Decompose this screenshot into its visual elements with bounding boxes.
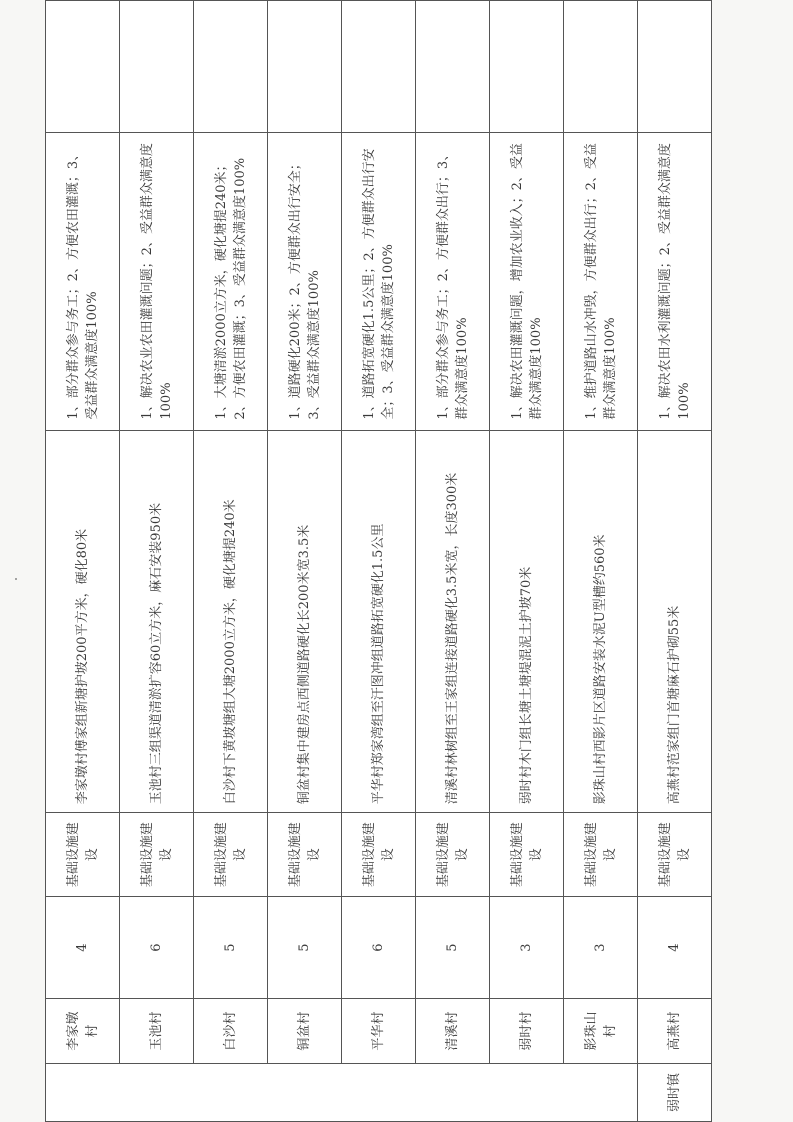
content-cell: 影珠山村西影片区道路安装水泥U型槽约560米 xyxy=(564,430,638,813)
count-cell: 3 xyxy=(490,897,564,999)
village-cell: 高燕村 xyxy=(638,999,712,1064)
category-cell: 基础设施建设 xyxy=(342,813,416,897)
benefit-cell: 1、道路硬化200米；2、方便群众出行安全；3、受益群众满意度100% xyxy=(268,132,342,430)
table-row xyxy=(342,1,416,1122)
count-cell: 6 xyxy=(120,897,194,999)
blank-cell xyxy=(564,1,638,133)
count-cell: 5 xyxy=(416,897,490,999)
category-cell: 基础设施建设 xyxy=(416,813,490,897)
content-cell: 清溪村林树组至王家组连接道路硬化3.5米宽，长度300米 xyxy=(416,430,490,813)
category-cell: 基础设施建设 xyxy=(194,813,268,897)
category-cell: 基础设施建设 xyxy=(120,813,194,897)
category-cell: 基础设施建设 xyxy=(268,813,342,897)
benefit-cell: 1、解决农田水利灌溉问题；2、受益群众满意度100% xyxy=(638,132,712,430)
benefit-cell: 1、解决农业农田灌溉问题；2、受益群众满意度100% xyxy=(120,132,194,430)
table-row xyxy=(46,1,120,1122)
count-cell: 5 xyxy=(194,897,268,999)
village-cell: 清溪村 xyxy=(416,999,490,1064)
content-cell: 铜盆村集中建房点西侧道路硬化长200米宽3.5米 xyxy=(268,430,342,813)
table-row xyxy=(416,1,490,1122)
blank-cell xyxy=(342,1,416,133)
blank-cell xyxy=(268,1,342,133)
content-cell: 高燕村范家组门首塘麻石护砌55米 xyxy=(638,430,712,813)
village-cell: 平华村 xyxy=(342,999,416,1064)
benefit-cell: 1、部分群众参与务工；2、方便农田灌溉；3、受益群众满意度100% xyxy=(46,132,120,430)
content-cell: 李家墩村傅家组新塘护坡200平方米，硬化80米 xyxy=(46,430,120,813)
project-table xyxy=(45,0,712,1122)
content-cell: 弱时村木门组长塘土塘堤混泥土护坡70米 xyxy=(490,430,564,813)
count-cell: 6 xyxy=(342,897,416,999)
content-cell: 玉池村三组渠道清淤扩容60立方米，麻石安装950米 xyxy=(120,430,194,813)
content-cell: 平华村郑家湾组至汗图冲组道路拓宽硬化1.5公里 xyxy=(342,430,416,813)
content-cell: 白沙村下黄坡塘组大塘2000立方米，硬化塘提240米 xyxy=(194,430,268,813)
category-cell: 基础设施建设 xyxy=(564,813,638,897)
table-row xyxy=(490,1,564,1122)
table-row xyxy=(268,1,342,1122)
village-cell: 白沙村 xyxy=(194,999,268,1064)
blank-cell xyxy=(416,1,490,133)
category-cell: 基础设施建设 xyxy=(490,813,564,897)
town-cell: 弱时镇 xyxy=(638,1064,712,1122)
table-row xyxy=(638,1,712,1122)
blank-cell xyxy=(638,1,712,133)
table-row xyxy=(564,1,638,1122)
table-row xyxy=(194,1,268,1122)
count-cell: 4 xyxy=(638,897,712,999)
village-cell: 铜盆村 xyxy=(268,999,342,1064)
count-cell: 5 xyxy=(268,897,342,999)
count-cell: 4 xyxy=(46,897,120,999)
blank-cell xyxy=(490,1,564,133)
village-cell: 弱时村 xyxy=(490,999,564,1064)
benefit-cell: 1、大塘清淤2000立方米，硬化塘提240米；2、方便农田灌溉；3、受益群众满意度100% xyxy=(194,132,268,430)
blank-cell xyxy=(194,1,268,133)
category-cell: 基础设施建设 xyxy=(638,813,712,897)
town-empty-cell xyxy=(46,1064,638,1122)
benefit-cell: 1、道路拓宽硬化1.5公里；2、方便群众出行安全；3、受益群众满意度100% xyxy=(342,132,416,430)
blank-cell xyxy=(120,1,194,133)
category-cell: 基础设施建设 xyxy=(46,813,120,897)
village-cell: 玉池村 xyxy=(120,999,194,1064)
benefit-cell: 1、维护道路山水冲毁，方便群众出行；2、受益群众满意度100% xyxy=(564,132,638,430)
benefit-cell: 1、部分群众参与务工；2、方便群众出行；3、群众满意度100% xyxy=(416,132,490,430)
benefit-cell: 1、解决农田灌溉问题，增加农业收入；2、受益群众满意度100% xyxy=(490,132,564,430)
blank-cell xyxy=(46,1,120,133)
table-row xyxy=(120,1,194,1122)
village-cell: 影珠山村 xyxy=(564,999,638,1064)
count-cell: 3 xyxy=(564,897,638,999)
village-cell: 李家墩村 xyxy=(46,999,120,1064)
